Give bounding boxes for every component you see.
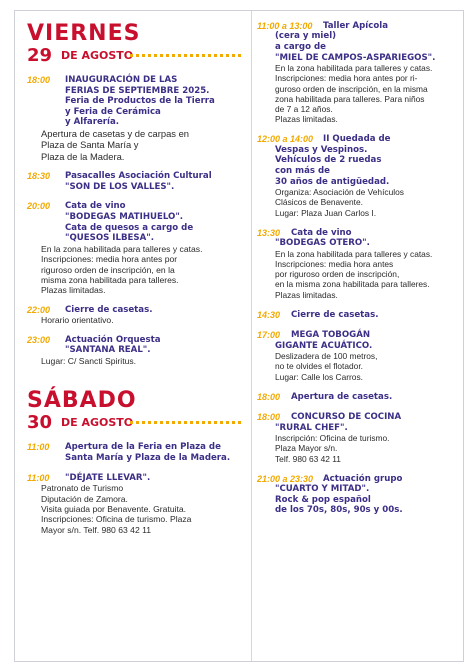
event-title-line: INAUGURACIÓN DE LAS xyxy=(65,75,178,85)
event-detail-line: Lugar: Calle los Carros. xyxy=(275,371,363,382)
event-details xyxy=(257,433,461,464)
day-header-viernes xyxy=(27,11,243,69)
event-title-line: Taller Apícola xyxy=(323,20,388,31)
event-detail-line: Lugar: Plaza Juan Carlos I. xyxy=(275,207,377,218)
event-title-line: (cera y miel) xyxy=(275,31,337,42)
day-number: 30 xyxy=(27,412,53,434)
event-details xyxy=(257,249,461,300)
event-detail-line: Patronato de Turismo xyxy=(41,483,124,494)
event-title-line: 30 años de antigüedad. xyxy=(275,176,390,187)
event-details xyxy=(27,356,243,366)
viernes-events xyxy=(27,75,243,366)
event-title-line: "SANTANA REAL". xyxy=(65,345,151,356)
event-detail-line: Inscripción: Oficina de turismo. xyxy=(275,433,390,444)
event-item xyxy=(257,330,461,382)
event-detail-line: Apertura de casetas y de carpas en xyxy=(41,127,190,139)
event-item xyxy=(257,412,461,464)
event-title xyxy=(257,228,461,249)
event-detail-line: en la misma zona habilitada para talleres. xyxy=(275,279,430,290)
event-time: 22:00 xyxy=(27,304,51,315)
event-title-line: Vehículos de 2 ruedas xyxy=(275,155,382,166)
event-header xyxy=(257,134,461,187)
event-title-line: con más de xyxy=(275,166,330,176)
dotted-rule xyxy=(130,54,241,57)
event-title-line: "MIEL DE CAMPOS-ASPARIEGOS". xyxy=(275,52,436,63)
event-title-line: Cata de vino xyxy=(65,201,126,212)
event-detail-line: Plazas limitadas. xyxy=(275,289,338,300)
event-title xyxy=(257,310,461,321)
event-title-line: "BODEGAS MATIHUELO". xyxy=(65,211,184,222)
event-detail-line: Telf. 980 63 42 11 xyxy=(275,453,341,464)
day-name: SÁBADO xyxy=(27,388,137,414)
event-detail-line: En la zona habilitada para talleres y catas. xyxy=(275,248,433,259)
event-header xyxy=(257,474,461,516)
event-title xyxy=(257,392,461,403)
event-detail-line: Plazas limitadas. xyxy=(275,114,338,125)
event-time: 14:30 xyxy=(257,309,281,320)
event-title-line: "RURAL CHEF". xyxy=(275,422,348,433)
event-detail-line: Inscripciones: media hora antes por ri- xyxy=(275,73,418,84)
event-title-line: a cargo de xyxy=(275,42,326,52)
event-item xyxy=(27,171,243,192)
event-details xyxy=(27,244,243,296)
event-title-line: "SON DE LOS VALLES". xyxy=(65,181,175,192)
event-title xyxy=(65,442,243,463)
event-title-line: II Quedada de xyxy=(323,134,391,145)
event-item xyxy=(257,21,461,124)
day-header-sabado xyxy=(27,378,243,436)
event-detail-line: Plaza Mayor s/n. xyxy=(275,443,338,454)
event-title-line: "BODEGAS OTERO". xyxy=(275,238,370,249)
event-detail-line: Plaza de la Madera. xyxy=(41,150,125,162)
event-detail-line: de 7 a 12 años. xyxy=(275,104,333,114)
event-title-line: MEGA TOBOGÁN xyxy=(291,330,371,341)
event-title-line: Santa María y Plaza de la Madera. xyxy=(65,452,231,463)
event-time: 21:00 a 23:30 xyxy=(257,473,314,484)
event-time: 18:30 xyxy=(27,171,51,182)
event-detail-line: En la zona habilitada para talleres y catas. xyxy=(41,243,203,254)
event-title-line: GIGANTE ACUÁTICO. xyxy=(275,340,373,351)
event-detail-line: Horario orientativo. xyxy=(41,315,114,326)
event-header xyxy=(27,171,243,192)
event-item xyxy=(257,310,461,320)
event-time: 12:00 a 14:00 xyxy=(257,134,314,145)
day-name: VIERNES xyxy=(27,21,141,46)
event-detail-line: misma zona habilitada para talleres. xyxy=(41,274,179,285)
event-title-line: "QUESOS ILBESA". xyxy=(65,233,154,244)
right-events xyxy=(257,21,461,516)
event-detail-line: Clásicos de Benavente. xyxy=(275,197,363,208)
event-item xyxy=(27,305,243,326)
event-time: 11:00 xyxy=(27,472,50,483)
event-header xyxy=(257,330,461,351)
event-time: 11:00 a 13:00 xyxy=(257,21,313,31)
event-detail-line: Mayor s/n. Telf. 980 63 42 11 xyxy=(41,524,152,535)
event-detail-line: por riguroso orden de inscripción, xyxy=(275,269,400,280)
day-month: DE AGOSTO xyxy=(61,416,134,430)
event-item xyxy=(257,392,461,402)
day-number: 29 xyxy=(27,45,53,66)
event-item xyxy=(27,473,243,536)
event-title-line: CONCURSO DE COCINA xyxy=(291,412,402,423)
event-detail-line: zona habilitada para talleres. Para niños xyxy=(275,93,425,104)
event-detail-line: Inscripciones: media hora antes por xyxy=(41,254,178,265)
event-title-line: y Feria de Cerámica xyxy=(65,106,161,117)
event-title-line: "DÉJATE LLEVAR". xyxy=(65,472,151,483)
right-column xyxy=(257,15,461,516)
event-title-line: Actuación Orquesta xyxy=(65,334,161,345)
event-time: 18:00 xyxy=(257,391,281,402)
event-title xyxy=(65,335,243,356)
event-header xyxy=(257,228,461,249)
program-page xyxy=(14,10,464,662)
event-title xyxy=(65,305,243,316)
event-detail-line: Organiza: Asociación de Vehículos xyxy=(275,187,404,198)
event-title-line: Cata de quesos a cargo de xyxy=(65,222,194,233)
event-header xyxy=(27,442,243,463)
event-header xyxy=(27,75,243,128)
event-details xyxy=(257,351,461,382)
event-item xyxy=(257,474,461,516)
event-header xyxy=(27,201,243,243)
event-title-line: Vespas y Vespinos. xyxy=(275,144,368,155)
event-title xyxy=(257,330,461,351)
event-detail-line: riguroso orden de inscripción, en la xyxy=(41,264,175,275)
event-title-line: Cata de vino xyxy=(291,227,352,238)
event-time: 20:00 xyxy=(27,201,51,212)
event-item xyxy=(27,201,243,295)
event-header xyxy=(257,412,461,433)
event-details xyxy=(27,483,243,535)
event-time: 11:00 xyxy=(27,442,50,453)
event-title xyxy=(65,201,243,243)
event-title xyxy=(65,171,243,192)
event-time: 13:30 xyxy=(257,227,281,238)
event-details xyxy=(27,315,243,325)
event-item xyxy=(27,75,243,162)
dotted-rule xyxy=(130,421,241,424)
event-detail-line: Diputación de Zamora. xyxy=(41,493,128,504)
event-header xyxy=(257,21,461,63)
event-title-line: Cierre de casetas. xyxy=(291,309,379,320)
sabado-events xyxy=(27,442,243,535)
event-title-line: Apertura de casetas. xyxy=(291,391,393,402)
event-title xyxy=(257,412,461,433)
event-title-line: Pasacalles Asociación Cultural xyxy=(65,171,212,182)
event-header xyxy=(257,392,461,402)
event-title-line: Rock & pop español xyxy=(275,494,371,505)
event-header xyxy=(257,310,461,320)
event-title-line: Apertura de la Feria en Plaza de xyxy=(65,442,221,453)
event-time: 23:00 xyxy=(27,334,51,345)
event-details xyxy=(257,187,461,218)
event-item xyxy=(257,134,461,217)
left-column xyxy=(27,11,243,535)
event-title-line: "CUARTO Y MITAD". xyxy=(275,484,370,495)
event-item xyxy=(257,228,461,300)
event-title-line: de los 70s, 80s, 90s y 00s. xyxy=(275,505,403,516)
column-divider xyxy=(251,11,252,661)
event-detail-line: Lugar: C/ Sancti Spiritus. xyxy=(41,355,137,366)
event-title-line: FERIAS DE SEPTIEMBRE 2025. xyxy=(65,85,210,96)
event-item xyxy=(27,335,243,367)
event-time: 18:00 xyxy=(257,412,281,423)
event-item xyxy=(27,442,243,463)
event-detail-line: no te olvides el flotador. xyxy=(275,361,363,372)
day-month: DE AGOSTO xyxy=(61,49,134,62)
event-time: 17:00 xyxy=(257,330,281,341)
event-details xyxy=(27,128,243,162)
event-header xyxy=(27,473,243,484)
event-title-line: Actuación grupo xyxy=(323,473,403,484)
event-detail-line: En la zona habilitada para talleres y catas. xyxy=(275,63,433,74)
event-title xyxy=(65,473,243,484)
event-detail-line: Inscripciones: Oficina de turismo. Plaza xyxy=(41,514,192,525)
event-title xyxy=(65,75,243,128)
event-detail-line: Visita guiada por Benavente. Gratuita. xyxy=(41,503,187,514)
event-detail-line: Plazas limitadas. xyxy=(41,285,106,296)
event-time: 18:00 xyxy=(27,75,51,85)
event-header xyxy=(27,335,243,356)
event-title-line: Cierre de casetas. xyxy=(65,304,153,315)
event-title-line: Feria de Productos de la Tierra xyxy=(65,96,215,107)
event-header xyxy=(27,305,243,316)
event-title-line: y Alfarería. xyxy=(65,117,120,128)
event-details xyxy=(257,63,461,124)
event-detail-line: Inscripciones: media hora antes xyxy=(275,259,394,269)
event-detail-line: Plaza de Santa María y xyxy=(41,139,139,151)
event-detail-line: guroso orden de inscripción, en la misma xyxy=(275,83,428,94)
event-detail-line: Deslizadera de 100 metros, xyxy=(275,351,378,362)
